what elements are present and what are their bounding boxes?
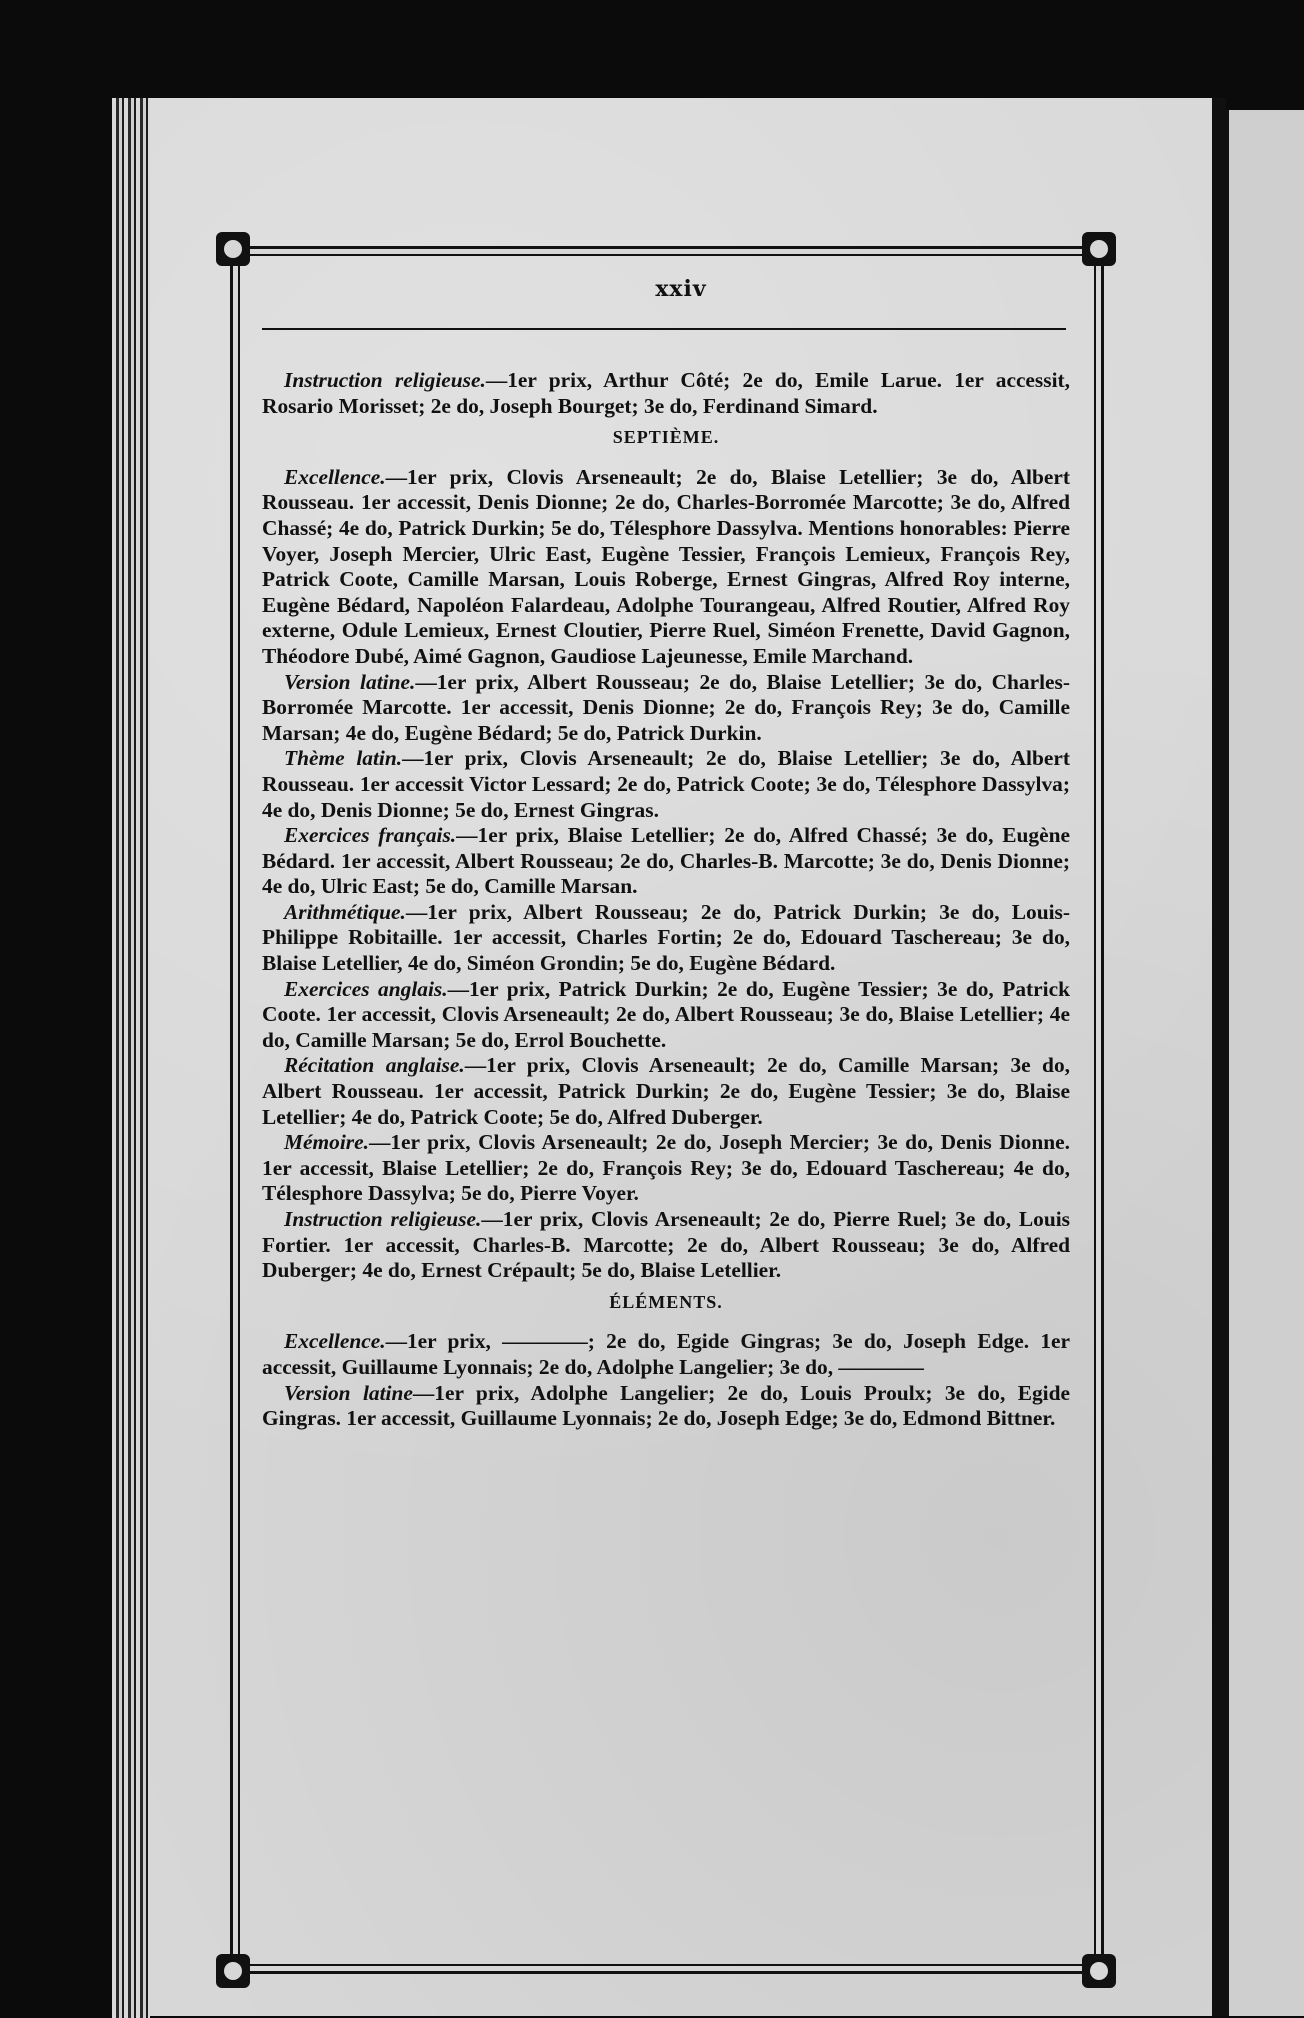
subject-label: Instruction religieuse. bbox=[284, 368, 486, 392]
prize-list: —1er prix, Patrick Durkin; 2e do, Eugène Tessier; 3e do, Patrick Coote. 1er accessit, Clovis Arseneault; 2e do, Albert Rousseau; 3e do, Blaise Letellier; 4e do, Camille Marsan; 5e do, Errol Bouchette. bbox=[262, 976, 1071, 1052]
prize-list: —1er prix, Clovis Arseneault; 2e do, Joseph Mercier; 3e do, Denis Dionne. 1er accessit, Blaise Letellier; 2e do, François Rey; 3e do, Edouard Taschereau; 4e do, Télesphore Dassylva; 5e do, Pierre Voyer. bbox=[262, 1130, 1070, 1206]
subject-label: Thème latin. bbox=[284, 746, 403, 771]
prize-list: —1er prix, Clovis Arseneault; 2e do, Blaise Letellier; 3e do, Albert Rousseau. 1er accessit, Denis Dionne; 2e do, Charles-Borromée Marcotte; 3e do, Alfred Chassé; 4e do, Patrick Durkin; 5e do, Télesphore Dassylva. Mentions honorables: Pierre Voyer, Joseph Mercier, Ulric East, Eugène Tessier, François Lemieux, François Rey, Patrick Coote, Camille Marsan, Louis Roberge, Ernest Gingras, Alfred Roy interne, Eugène Bédard, Napoléon Falardeau, Adolphe Tourangeau, Alfred Routier, Alfred Roy externe, Odule Lemieux, Ernest Cloutier, Pierre Ruel, Siméon Frenette, David Gagnon, Théodore Dubé, Aimé Gagnon, Gaudiose Lajeunesse, Emile Marchand. bbox=[262, 464, 1070, 668]
page-body-text bbox=[262, 368, 1070, 1432]
prize-paragraph bbox=[262, 746, 1070, 823]
prize-list: —1er prix, Arthur Côté; 2e do, Emile Larue. 1er accessit, Rosario Morisset; 2e do, Joseph Bourget; 3e do, Ferdinand Simard. bbox=[262, 368, 1070, 418]
subject-label: Mémoire. bbox=[284, 1130, 369, 1155]
book-page-edges bbox=[112, 98, 150, 2018]
corner-ornament-icon bbox=[1082, 232, 1116, 266]
corner-ornament-icon bbox=[216, 1954, 250, 1988]
prize-paragraph bbox=[262, 368, 1070, 419]
corner-ornament-icon bbox=[1082, 1954, 1116, 1988]
book-page bbox=[150, 98, 1212, 2016]
subject-label: Exercices anglais. bbox=[284, 976, 448, 1001]
subject-label: Version latine bbox=[284, 1380, 413, 1405]
corner-ornament-icon bbox=[216, 232, 250, 266]
subject-label: Excellence. bbox=[284, 464, 386, 489]
prize-list: —1er prix, Clovis Arseneault; 2e do, Pierre Ruel; 3e do, Louis Fortier. 1er accessit, Charles-B. Marcotte; 2e do, Albert Rousseau; 3e do, Alfred Duberger; 4e do, Ernest Crépault; 5e do, Blaise Letellier. bbox=[262, 1207, 1070, 1283]
prize-list: —1er prix, Albert Rousseau; 2e do, Patrick Durkin; 3e do, Louis-Philippe Robitaille. 1er accessit, Charles Fortin; 2e do, Edouard Taschereau; 3e do, Blaise Letellier, 4e do, Siméon Grondin; 5e do, Eugène Bédard. bbox=[262, 899, 1070, 976]
prize-list: —1er prix, Adolphe Langelier; 2e do, Louis Proulx; 3e do, Egide Gingras. 1er accessit, Guillaume Lyonnais; 2e do, Joseph Edge; 3e do, Edmond Bittner. bbox=[262, 1380, 1071, 1431]
prize-list: —1er prix, Albert Rousseau; 2e do, Blaise Letellier; 3e do, Charles-Borromée Marcotte. 1er accessit, Denis Dionne; 2e do, François Rey; 3e do, Camille Marsan; 4e do, Eugène Bédard; 5e do, Patrick Durkin. bbox=[262, 669, 1070, 745]
subject-label: Version latine. bbox=[284, 669, 416, 694]
header-rule bbox=[262, 328, 1066, 330]
section-heading: SEPTIÈME. bbox=[612, 427, 720, 448]
prize-list: —1er prix, Clovis Arseneault; 2e do, Blaise Letellier; 3e do, Albert Rousseau. 1er accessit Victor Lessard; 2e do, Patrick Coote; 3e do, Télesphore Dassylva; 4e do, Denis Dionne; 5e do, Ernest Gingras. bbox=[262, 746, 1070, 822]
subject-label: Arithmétique. bbox=[284, 899, 406, 924]
prize-paragraph bbox=[262, 1053, 1070, 1130]
prize-list: —1er prix, ————; 2e do, Egide Gingras; 3e do, Joseph Edge. 1er accessit, Guillaume Lyonnais; 2e do, Adolphe Langelier; 3e do, ———— bbox=[262, 1329, 1070, 1379]
subject-label: Récitation anglaise. bbox=[284, 1053, 465, 1078]
prize-list: —1er prix, Blaise Letellier; 2e do, Alfred Chassé; 3e do, Eugène Bédard. 1er accessit, Albert Rousseau; 2e do, Charles-B. Marcotte; 3e do, Denis Dionne; 4e do, Ulric East; 5e do, Camille Marsan. bbox=[262, 823, 1070, 899]
subject-label: Exercices français. bbox=[284, 823, 457, 848]
prize-paragraph bbox=[262, 465, 1070, 670]
gutter-shadow bbox=[1212, 98, 1226, 2016]
section-heading: ÉLÉMENTS. bbox=[609, 1291, 723, 1312]
prize-paragraph bbox=[262, 977, 1070, 1054]
subject-label: Instruction religieuse. bbox=[284, 1207, 482, 1231]
page-number: xxiv bbox=[655, 276, 707, 302]
prize-paragraph bbox=[262, 1207, 1070, 1284]
prize-paragraph bbox=[262, 823, 1070, 900]
adjacent-page-edge bbox=[1226, 110, 1304, 2016]
prize-paragraph bbox=[262, 1381, 1070, 1432]
prize-paragraph bbox=[262, 670, 1070, 747]
prize-paragraph bbox=[262, 1329, 1070, 1380]
prize-paragraph bbox=[262, 900, 1070, 977]
subject-label: Excellence. bbox=[284, 1329, 386, 1354]
prize-paragraph bbox=[262, 1130, 1070, 1207]
prize-list: —1er prix, Clovis Arseneault; 2e do, Camille Marsan; 3e do, Albert Rousseau. 1er accessit, Patrick Durkin; 2e do, Eugène Tessier; 3e do, Blaise Letellier; 4e do, Patrick Coote; 5e do, Alfred Duberger. bbox=[262, 1053, 1070, 1129]
